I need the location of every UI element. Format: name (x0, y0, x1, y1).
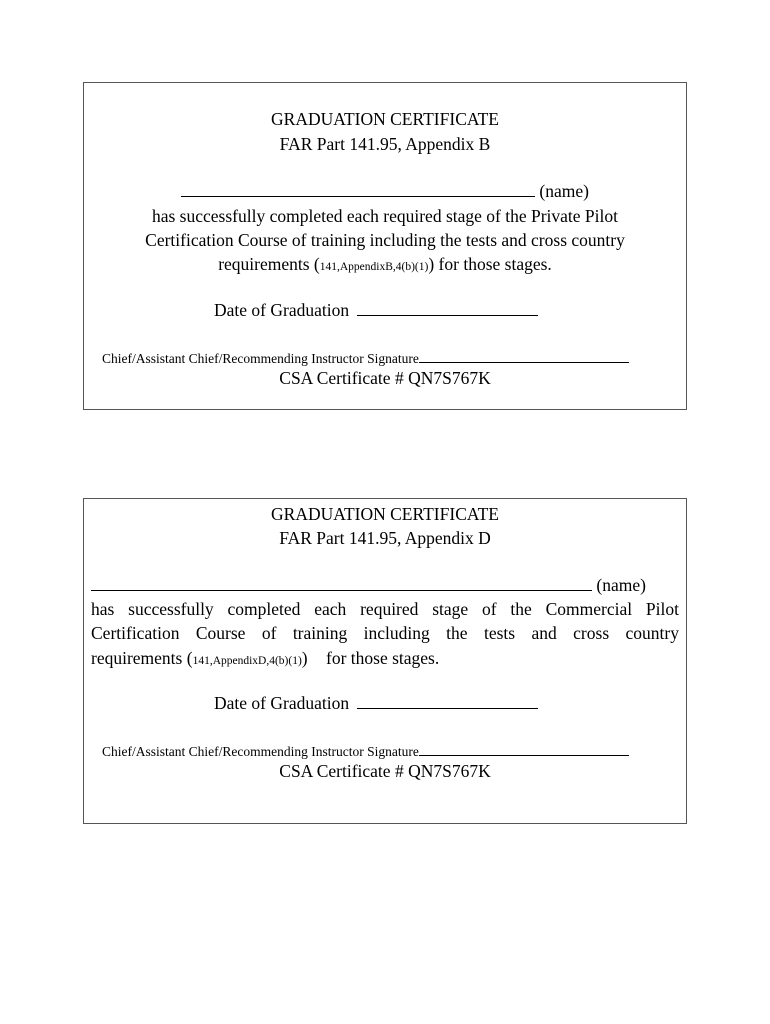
certificate-title: GRADUATION CERTIFICATE (271, 504, 499, 524)
date-label: Date of Graduation (214, 693, 350, 713)
signature-label: Chief/Assistant Chief/Recommending Instructor Signature (102, 351, 419, 366)
csa-certificate-number: CSA Certificate # QN7S767K (279, 761, 491, 781)
name-blank-line[interactable] (91, 576, 592, 591)
requirements-suffix: ) for those stages. (428, 254, 552, 274)
csa-certificate-number: CSA Certificate # QN7S767K (279, 368, 491, 388)
signature-label: Chief/Assistant Chief/Recommending Instructor Signature (102, 744, 419, 759)
requirements-tail: for those stages. (326, 648, 440, 668)
name-label: (name) (539, 181, 589, 201)
requirements-suffix: ) (301, 648, 308, 668)
date-label: Date of Graduation (214, 300, 350, 320)
signature-blank-line[interactable] (419, 351, 629, 363)
body-line-3 (84, 252, 686, 279)
name-row (84, 179, 686, 203)
name-row (91, 573, 646, 597)
body-line-2: Certification Course of training including the tests and cross country (91, 623, 679, 643)
requirements-reference: 141,AppendixB,4(b)(1) (319, 261, 429, 273)
certificate-subtitle: FAR Part 141.95, Appendix B (279, 134, 491, 154)
date-blank-line[interactable] (357, 694, 538, 709)
date-of-graduation-row (214, 298, 538, 322)
name-blank-line[interactable] (181, 182, 535, 197)
signature-blank-line[interactable] (419, 744, 629, 756)
requirements-prefix: requirements ( (91, 648, 193, 668)
requirements-reference: 141,AppendixD,4(b)(1) (192, 655, 302, 667)
date-blank-line[interactable] (357, 301, 538, 316)
requirements-prefix: requirements ( (218, 254, 320, 274)
name-label: (name) (596, 575, 646, 595)
body-line-1: has successfully completed each required stage of the Commercial Pilot (91, 599, 679, 619)
certificate-private-pilot (83, 82, 687, 410)
body-line-3 (91, 646, 439, 673)
body-line-2: Certification Course of training including the tests and cross country (145, 230, 625, 250)
certificate-title: GRADUATION CERTIFICATE (271, 109, 499, 129)
certificate-commercial-pilot (83, 498, 687, 824)
certificate-subtitle: FAR Part 141.95, Appendix D (279, 528, 491, 548)
body-line-1: has successfully completed each required stage of the Private Pilot (151, 206, 619, 226)
date-of-graduation-row (214, 691, 538, 715)
